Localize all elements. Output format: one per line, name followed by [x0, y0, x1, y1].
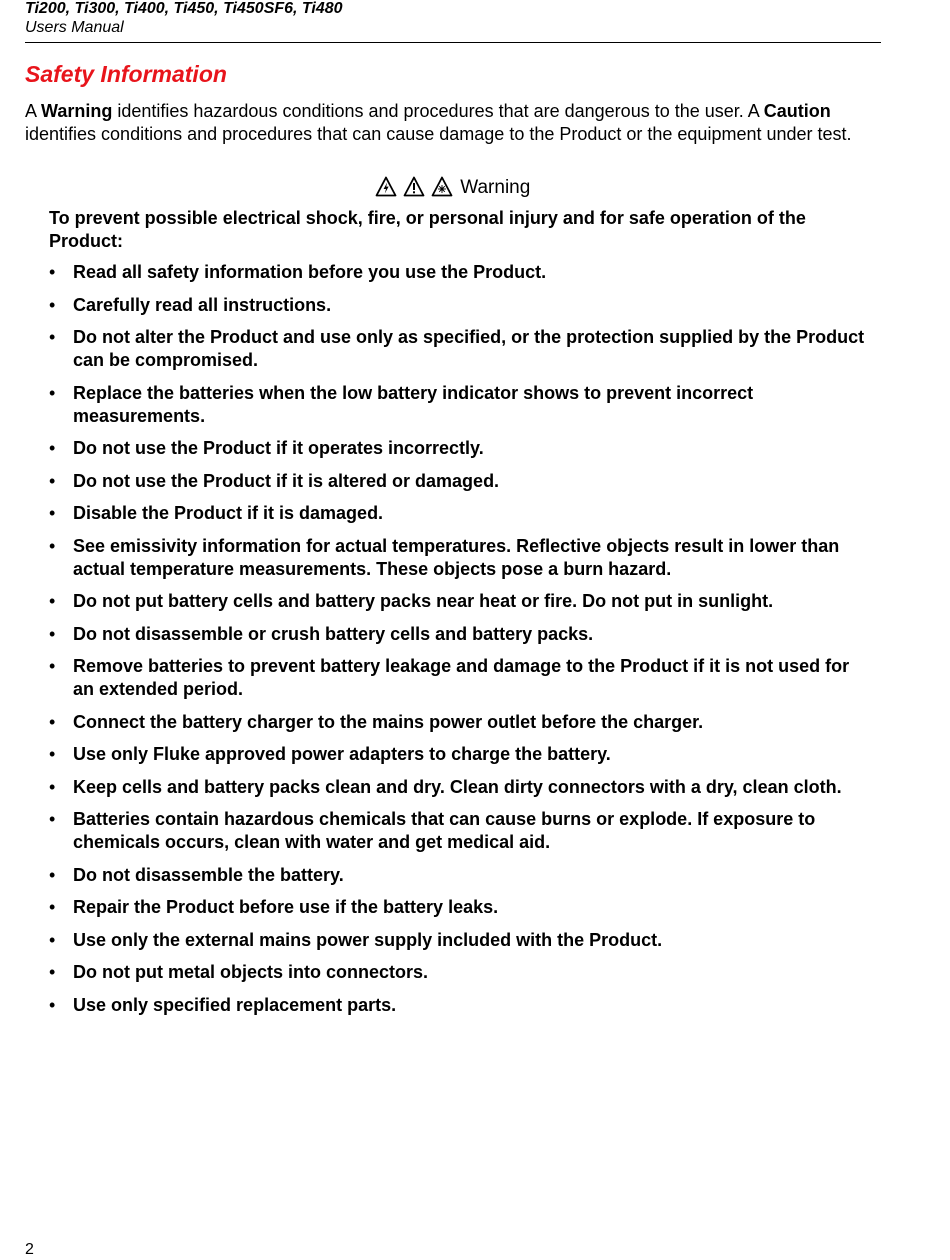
- warning-symbols: [375, 176, 455, 204]
- warning-list-item-text: Connect the battery charger to the mains power outlet before the charger.: [73, 711, 704, 732]
- bullet-marker: •: [49, 294, 56, 315]
- electrical-hazard-icon: [375, 176, 397, 197]
- bullet-marker: •: [49, 711, 56, 732]
- warning-list-item: [49, 590, 869, 613]
- warning-list-item: [49, 711, 869, 734]
- bullet-marker: •: [49, 994, 56, 1015]
- warning-list-item-text: See emissivity information for actual temperatures. Reflective objects result in lower than actual temperature measurements. These objects pose a burn hazard.: [73, 535, 840, 579]
- general-warning-icon: [403, 176, 425, 197]
- bullet-marker: •: [49, 327, 56, 347]
- warning-list-item: [49, 535, 869, 581]
- bullet-marker: •: [49, 897, 56, 917]
- page-number: 2: [25, 1241, 34, 1258]
- header-divider: [25, 42, 881, 43]
- warning-lead-text: To prevent possible electrical shock, fire, or personal injury and for safe operation of the Product:: [49, 208, 806, 251]
- warning-list-item-text: Do not put battery cells and battery packs near heat or fire. Do not put in sunlight.: [73, 591, 774, 611]
- warning-list-item: [49, 655, 869, 701]
- warning-list-item-text: Keep cells and battery packs clean and dry. Clean dirty connectors with a dry, clean cloth.: [73, 776, 842, 797]
- intro-paragraph: [25, 100, 881, 145]
- warning-list-item-text: Do not use the Product if it is altered or damaged.: [73, 470, 500, 491]
- warning-list-item-text: Do not disassemble the battery.: [73, 864, 344, 885]
- warning-list-item: [49, 382, 869, 428]
- warning-list-item: [49, 994, 869, 1017]
- warning-list-item-text: Use only Fluke approved power adapters to charge the battery.: [73, 744, 611, 764]
- warning-list-item: [49, 294, 869, 317]
- warning-list-item: [49, 437, 869, 460]
- warning-list-item-text: Repair the Product before use if the battery leaks.: [73, 897, 499, 917]
- warning-list-item: [49, 896, 869, 919]
- intro-text-1: A: [25, 101, 42, 121]
- warning-list: [49, 261, 869, 1026]
- warning-list-item-text: Replace the batteries when the low battery indicator shows to prevent incorrect measurements.: [73, 382, 754, 426]
- bullet-marker: •: [49, 382, 56, 403]
- warning-list-item-text: Batteries contain hazardous chemicals that can cause burns or explode. If exposure to chemicals occurs, clean with water and get medical aid.: [73, 809, 816, 852]
- warning-list-item-text: Disable the Product if it is damaged.: [73, 503, 384, 523]
- header-document-title: Users Manual: [25, 19, 124, 36]
- warning-list-item: [49, 864, 869, 887]
- bullet-marker: •: [49, 776, 56, 797]
- warning-list-item-text: Read all safety information before you use the Product.: [73, 262, 547, 282]
- intro-warning-term: Warning: [41, 101, 113, 121]
- warning-list-item: [49, 808, 869, 854]
- warning-list-item-text: Do not put metal objects into connectors.: [73, 962, 429, 982]
- warning-list-item-text: Use only the external mains power supply included with the Product.: [73, 929, 663, 950]
- warning-list-item-text: Do not use the Product if it operates incorrectly.: [73, 438, 484, 458]
- bullet-marker: •: [49, 591, 56, 611]
- warning-list-item-text: Remove batteries to prevent battery leakage and damage to the Product if it is not used for an extended period.: [73, 656, 850, 699]
- intro-text-2: identifies hazardous conditions and procedures that are dangerous to the user. A: [112, 101, 764, 121]
- bullet-marker: •: [49, 438, 56, 458]
- warning-list-item-text: Use only specified replacement parts.: [73, 994, 397, 1015]
- running-header: [25, 0, 881, 37]
- warning-list-item: [49, 623, 869, 646]
- bullet-marker: •: [49, 262, 56, 282]
- laser-hazard-icon: [431, 176, 453, 197]
- warning-list-item: [49, 326, 869, 372]
- intro-text-3: identifies conditions and procedures that can cause damage to the Product or the equipment under test.: [25, 123, 852, 144]
- warning-list-item-text: Carefully read all instructions.: [73, 294, 332, 315]
- bullet-marker: •: [49, 929, 56, 950]
- warning-list-item-text: Do not disassemble or crush battery cells and battery packs.: [73, 623, 594, 644]
- warning-list-item-text: Do not alter the Product and use only as specified, or the protection supplied by the Product can be compromised.: [73, 327, 865, 370]
- warning-list-item: [49, 261, 869, 284]
- warning-list-item: [49, 743, 869, 766]
- bullet-marker: •: [49, 470, 56, 491]
- warning-list-item: [49, 776, 869, 799]
- warning-list-item: [49, 961, 869, 984]
- bullet-marker: •: [49, 656, 56, 676]
- bullet-marker: •: [49, 864, 56, 885]
- bullet-marker: •: [49, 623, 56, 644]
- bullet-marker: •: [49, 962, 56, 982]
- warning-list-item: [49, 502, 869, 525]
- warning-heading-label: Warning: [460, 177, 531, 198]
- bullet-marker: •: [49, 744, 56, 764]
- bullet-marker: •: [49, 503, 56, 523]
- intro-caution-term: Caution: [763, 101, 831, 121]
- warning-list-item: [49, 470, 869, 493]
- bullet-marker: •: [49, 809, 56, 829]
- warning-list-item: [49, 929, 869, 952]
- section-title: Safety Information: [25, 61, 227, 87]
- warning-heading: [0, 176, 905, 204]
- bullet-marker: •: [49, 535, 56, 556]
- header-model-list: Ti200, Ti300, Ti400, Ti450, Ti450SF6, Ti480: [25, 0, 343, 17]
